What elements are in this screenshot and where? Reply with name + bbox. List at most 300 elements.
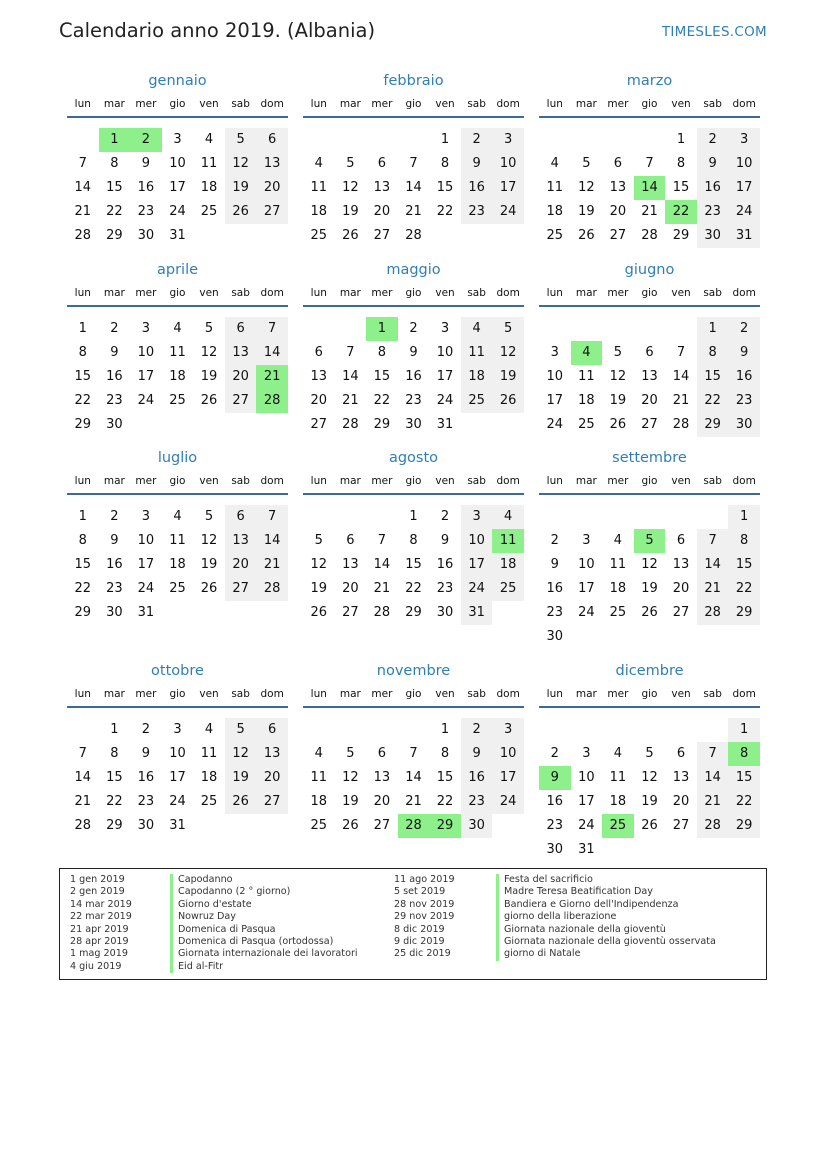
holiday-day-cell: 5 — [634, 529, 666, 553]
day-cell: 14 — [697, 553, 729, 577]
day-cell: 10 — [137, 533, 155, 548]
day-cell: 23 — [405, 393, 422, 408]
day-cell: 11 — [310, 180, 328, 195]
day-cell: 10 — [578, 557, 595, 572]
holiday-name: Domenica di Pasqua (ortodossa) — [170, 936, 333, 949]
day-cell: 10 — [546, 369, 564, 384]
day-cell: 25 — [492, 577, 524, 601]
day-cell: 20 — [310, 393, 328, 408]
month-name: febbraio — [383, 73, 444, 89]
weekday-label: lun — [74, 287, 91, 299]
day-cell: 13 — [256, 152, 288, 176]
weekday-label: lun — [546, 287, 563, 299]
holiday-day-cell: 9 — [539, 766, 571, 790]
holiday-day-cell: 28 — [256, 389, 288, 413]
day-cell: 5 — [492, 317, 524, 341]
day-cell: 4 — [314, 746, 323, 761]
weekday-label: lun — [546, 475, 563, 487]
day-cell: 12 — [342, 770, 359, 785]
day-cell: 9 — [409, 345, 418, 360]
day-cell: 19 — [310, 581, 328, 596]
holiday-date: 8 dic 2019 — [394, 923, 445, 935]
day-cell: 18 — [461, 365, 493, 389]
weekday-label: mar — [103, 98, 125, 110]
day-cell: 9 — [141, 156, 151, 171]
day-cell: 31 — [137, 605, 155, 620]
day-cell: 8 — [409, 533, 418, 548]
weekday-label: gio — [641, 287, 658, 299]
day-cell: 15 — [697, 365, 729, 389]
month-divider — [67, 493, 288, 495]
day-cell: 23 — [461, 790, 493, 814]
day-cell: 22 — [106, 794, 123, 809]
day-cell: 13 — [310, 369, 328, 384]
day-cell: 6 — [346, 533, 355, 548]
day-cell: 24 — [728, 200, 760, 224]
day-cell: 1 — [440, 722, 450, 737]
day-cell: 16 — [697, 176, 729, 200]
day-cell: 11 — [310, 770, 328, 785]
day-cell: 10 — [169, 746, 186, 761]
holiday-date: 5 set 2019 — [394, 886, 446, 898]
month-name: dicembre — [615, 663, 684, 679]
page-title: Calendario anno 2019. (Albania) — [59, 19, 376, 42]
weekday-label: mer — [607, 688, 629, 700]
day-cell: 6 — [676, 533, 686, 548]
holiday-name: Giornata nazionale della gioventù — [496, 924, 666, 937]
day-cell: 1 — [440, 132, 450, 147]
holiday-date: 21 apr 2019 — [70, 923, 129, 935]
day-cell: 15 — [672, 180, 690, 195]
weekday-label: sab — [703, 475, 722, 487]
weekday-label: gio — [641, 475, 658, 487]
day-cell: 15 — [436, 770, 454, 785]
day-cell: 2 — [110, 321, 119, 336]
weekday-label: dom — [496, 98, 520, 110]
day-cell: 22 — [728, 790, 760, 814]
day-cell: 2 — [461, 128, 493, 152]
day-cell: 11 — [169, 345, 186, 360]
day-cell: 30 — [461, 814, 493, 838]
day-cell: 13 — [225, 341, 257, 365]
day-cell: 16 — [546, 794, 564, 809]
day-cell: 8 — [440, 156, 450, 171]
holiday-day-cell: 28 — [398, 814, 430, 838]
month-name: luglio — [157, 450, 198, 466]
day-cell: 18 — [546, 204, 564, 219]
day-cell: 5 — [346, 156, 355, 171]
day-cell: 4 — [492, 505, 524, 529]
weekday-label: ven — [435, 287, 455, 299]
day-cell: 12 — [578, 180, 595, 195]
day-cell: 17 — [546, 393, 564, 408]
weekday-label: sab — [467, 475, 486, 487]
day-cell: 17 — [169, 180, 186, 195]
day-cell: 23 — [697, 200, 729, 224]
weekday-label: ven — [435, 475, 455, 487]
day-cell: 13 — [672, 557, 690, 572]
day-cell: 6 — [645, 345, 654, 360]
day-cell: 2 — [550, 533, 559, 548]
day-cell: 19 — [578, 204, 595, 219]
day-cell: 8 — [377, 345, 387, 360]
day-cell: 21 — [697, 790, 729, 814]
holiday-name: Giornata internazionale dei lavoratori — [170, 948, 358, 961]
month-divider — [539, 305, 760, 307]
weekday-label: ven — [671, 98, 691, 110]
day-cell: 24 — [169, 794, 186, 809]
day-cell: 15 — [373, 369, 391, 384]
weekday-label: mar — [339, 98, 361, 110]
day-cell: 25 — [169, 581, 186, 596]
day-cell: 10 — [492, 152, 524, 176]
day-cell: 9 — [728, 341, 760, 365]
day-cell: 3 — [141, 509, 151, 524]
day-cell: 1 — [728, 718, 760, 742]
day-cell: 31 — [169, 818, 186, 833]
month-divider — [67, 305, 288, 307]
day-cell: 29 — [74, 605, 92, 620]
weekday-label: gio — [169, 688, 186, 700]
month-name: agosto — [388, 450, 439, 466]
weekday-label: lun — [74, 475, 91, 487]
day-cell: 29 — [728, 601, 760, 625]
day-cell: 5 — [645, 746, 654, 761]
day-cell: 18 — [200, 770, 218, 785]
day-cell: 9 — [110, 533, 119, 548]
day-cell: 19 — [200, 557, 218, 572]
holiday-name: Madre Teresa Beatification Day — [496, 886, 653, 899]
day-cell: 4 — [204, 132, 214, 147]
day-cell: 30 — [137, 818, 155, 833]
weekday-label: mar — [103, 475, 125, 487]
day-cell: 17 — [169, 770, 186, 785]
weekday-label: dom — [732, 287, 756, 299]
day-cell: 14 — [74, 770, 92, 785]
day-cell: 3 — [440, 321, 450, 336]
day-cell: 13 — [609, 180, 627, 195]
weekday-label: sab — [467, 98, 486, 110]
day-cell: 2 — [461, 718, 493, 742]
day-cell: 6 — [613, 156, 623, 171]
day-cell: 25 — [609, 605, 627, 620]
day-cell: 28 — [641, 228, 658, 243]
day-cell: 8 — [728, 529, 760, 553]
day-cell: 4 — [314, 156, 323, 171]
day-cell: 12 — [310, 557, 328, 572]
day-cell: 17 — [578, 581, 595, 596]
weekday-label: gio — [641, 98, 658, 110]
day-cell: 21 — [74, 204, 92, 219]
month-divider — [67, 116, 288, 118]
day-cell: 8 — [78, 345, 87, 360]
weekday-label: mer — [371, 98, 393, 110]
day-cell: 6 — [377, 156, 387, 171]
weekday-label: mer — [371, 475, 393, 487]
month-divider — [303, 706, 524, 708]
day-cell: 18 — [578, 393, 595, 408]
day-cell: 1 — [728, 505, 760, 529]
month-divider — [303, 116, 524, 118]
day-cell: 14 — [256, 341, 288, 365]
day-cell: 24 — [137, 581, 155, 596]
day-cell: 30 — [436, 605, 454, 620]
day-cell: 3 — [173, 722, 182, 737]
day-cell: 20 — [641, 393, 658, 408]
day-cell: 7 — [256, 317, 288, 341]
day-cell: 19 — [225, 766, 257, 790]
day-cell: 19 — [609, 393, 627, 408]
day-cell: 13 — [672, 770, 690, 785]
weekday-label: mar — [339, 475, 361, 487]
day-cell: 29 — [728, 814, 760, 838]
weekday-label: mer — [135, 98, 157, 110]
day-cell: 5 — [204, 509, 214, 524]
weekday-label: mer — [135, 475, 157, 487]
holiday-date: 9 dic 2019 — [394, 936, 445, 947]
day-cell: 4 — [173, 321, 182, 336]
day-cell: 2 — [550, 746, 559, 761]
day-cell: 6 — [256, 128, 288, 152]
weekday-label: dom — [732, 98, 756, 110]
day-cell: 1 — [78, 321, 87, 336]
day-cell: 23 — [137, 794, 155, 809]
day-cell: 29 — [697, 413, 729, 437]
holiday-day-cell: 2 — [130, 128, 162, 152]
day-cell: 23 — [106, 393, 123, 408]
holiday-name: Eid al-Fitr — [170, 961, 223, 974]
day-cell: 30 — [137, 228, 155, 243]
day-cell: 22 — [436, 204, 454, 219]
day-cell: 9 — [550, 557, 559, 572]
day-cell: 20 — [373, 204, 391, 219]
day-cell: 1 — [697, 317, 729, 341]
month-name: settembre — [612, 450, 687, 466]
weekday-label: lun — [546, 688, 563, 700]
holiday-day-cell: 22 — [665, 200, 697, 224]
day-cell: 25 — [578, 417, 595, 432]
weekday-label: mer — [135, 287, 157, 299]
day-cell: 26 — [641, 818, 658, 833]
day-cell: 28 — [697, 814, 729, 838]
day-cell: 12 — [200, 345, 218, 360]
day-cell: 14 — [342, 369, 359, 384]
day-cell: 19 — [641, 581, 658, 596]
day-cell: 17 — [492, 766, 524, 790]
day-cell: 25 — [546, 228, 564, 243]
day-cell: 27 — [672, 818, 690, 833]
day-cell: 21 — [672, 393, 690, 408]
weekday-label: sab — [231, 688, 250, 700]
day-cell: 3 — [582, 746, 591, 761]
weekday-label: sab — [231, 475, 250, 487]
day-cell: 20 — [256, 766, 288, 790]
day-cell: 7 — [697, 742, 729, 766]
day-cell: 7 — [645, 156, 654, 171]
day-cell: 10 — [137, 345, 155, 360]
day-cell: 28 — [74, 228, 92, 243]
day-cell: 18 — [609, 794, 627, 809]
day-cell: 11 — [578, 369, 595, 384]
day-cell: 9 — [461, 152, 493, 176]
day-cell: 13 — [225, 529, 257, 553]
day-cell: 29 — [106, 818, 123, 833]
weekday-label: lun — [74, 98, 91, 110]
holiday-day-cell: 1 — [366, 317, 398, 341]
day-cell: 18 — [169, 369, 186, 384]
day-cell: 21 — [74, 794, 92, 809]
holiday-day-cell: 1 — [99, 128, 131, 152]
day-cell: 16 — [137, 770, 155, 785]
day-cell: 6 — [225, 505, 257, 529]
day-cell: 30 — [728, 413, 760, 437]
weekday-label: gio — [405, 688, 422, 700]
day-cell: 27 — [225, 389, 257, 413]
day-cell: 22 — [74, 581, 92, 596]
weekday-label: dom — [732, 475, 756, 487]
day-cell: 28 — [373, 605, 391, 620]
day-cell: 24 — [169, 204, 186, 219]
day-cell: 26 — [225, 200, 257, 224]
holiday-name: Capodanno (2 ° giorno) — [170, 886, 290, 899]
weekday-label: gio — [169, 98, 186, 110]
day-cell: 26 — [310, 605, 328, 620]
day-cell: 20 — [225, 365, 257, 389]
day-cell: 13 — [373, 180, 391, 195]
day-cell: 22 — [728, 577, 760, 601]
day-cell: 9 — [110, 345, 119, 360]
holiday-date: 29 nov 2019 — [394, 911, 455, 923]
day-cell: 21 — [641, 204, 658, 219]
day-cell: 22 — [436, 794, 454, 809]
day-cell: 28 — [256, 577, 288, 601]
day-cell: 2 — [440, 509, 450, 524]
day-cell: 2 — [141, 722, 151, 737]
day-cell: 16 — [728, 365, 760, 389]
day-cell: 5 — [314, 533, 323, 548]
day-cell: 11 — [546, 180, 564, 195]
holiday-date: 22 mar 2019 — [70, 911, 132, 923]
day-cell: 7 — [676, 345, 686, 360]
weekday-label: mar — [103, 287, 125, 299]
day-cell: 10 — [436, 345, 454, 360]
weekday-label: mar — [339, 688, 361, 700]
month-name: gennaio — [148, 73, 207, 89]
day-cell: 8 — [78, 533, 87, 548]
day-cell: 12 — [225, 742, 257, 766]
weekday-label: ven — [199, 98, 219, 110]
holiday-day-cell: 29 — [429, 814, 461, 838]
day-cell: 30 — [405, 417, 422, 432]
month-divider — [539, 116, 760, 118]
weekday-label: sab — [467, 287, 486, 299]
day-cell: 20 — [672, 794, 690, 809]
day-cell: 3 — [141, 321, 151, 336]
month-divider — [303, 493, 524, 495]
day-cell: 19 — [342, 794, 359, 809]
day-cell: 14 — [74, 180, 92, 195]
month-name: ottobre — [151, 663, 204, 679]
day-cell: 4 — [550, 156, 559, 171]
day-cell: 16 — [461, 176, 493, 200]
day-cell: 17 — [728, 176, 760, 200]
day-cell: 22 — [697, 389, 729, 413]
weekday-label: dom — [496, 475, 520, 487]
day-cell: 15 — [728, 766, 760, 790]
weekday-label: mer — [607, 287, 629, 299]
month-divider — [539, 706, 760, 708]
day-cell: 11 — [461, 341, 493, 365]
day-cell: 23 — [106, 581, 123, 596]
day-cell: 7 — [377, 533, 387, 548]
day-cell: 25 — [169, 393, 186, 408]
weekday-label: ven — [435, 98, 455, 110]
day-cell: 20 — [342, 581, 359, 596]
day-cell: 19 — [641, 794, 658, 809]
day-cell: 15 — [728, 553, 760, 577]
day-cell: 12 — [641, 557, 658, 572]
weekday-label: lun — [74, 688, 91, 700]
holiday-date: 2 gen 2019 — [70, 886, 125, 898]
day-cell: 16 — [436, 557, 454, 572]
day-cell: 26 — [578, 228, 595, 243]
day-cell: 24 — [578, 605, 595, 620]
day-cell: 3 — [582, 533, 591, 548]
day-cell: 9 — [461, 742, 493, 766]
day-cell: 23 — [436, 581, 454, 596]
weekday-label: mer — [371, 287, 393, 299]
holiday-date: 11 ago 2019 — [394, 874, 455, 885]
day-cell: 17 — [492, 176, 524, 200]
day-cell: 24 — [492, 790, 524, 814]
day-cell: 10 — [169, 156, 186, 171]
day-cell: 15 — [405, 557, 422, 572]
day-cell: 20 — [225, 553, 257, 577]
day-cell: 25 — [200, 204, 218, 219]
day-cell: 11 — [200, 746, 218, 761]
weekday-label: mer — [607, 475, 629, 487]
day-cell: 10 — [728, 152, 760, 176]
day-cell: 3 — [550, 345, 559, 360]
day-cell: 31 — [728, 224, 760, 248]
day-cell: 30 — [106, 605, 123, 620]
day-cell: 23 — [461, 200, 493, 224]
day-cell: 18 — [609, 581, 627, 596]
day-cell: 9 — [440, 533, 450, 548]
day-cell: 12 — [609, 369, 627, 384]
day-cell: 27 — [672, 605, 690, 620]
weekday-label: dom — [496, 688, 520, 700]
holiday-day-cell: 14 — [634, 176, 666, 200]
weekday-label: mer — [371, 688, 393, 700]
day-cell: 24 — [137, 393, 155, 408]
day-cell: 27 — [225, 577, 257, 601]
day-cell: 17 — [137, 369, 155, 384]
day-cell: 29 — [373, 417, 391, 432]
day-cell: 25 — [310, 818, 328, 833]
day-cell: 11 — [609, 557, 627, 572]
day-cell: 1 — [78, 509, 87, 524]
holiday-date: 1 gen 2019 — [70, 874, 125, 885]
holiday-date: 4 giu 2019 — [70, 960, 122, 972]
weekday-label: lun — [310, 98, 327, 110]
day-cell: 31 — [169, 228, 186, 243]
weekday-label: lun — [310, 287, 327, 299]
day-cell: 3 — [173, 132, 182, 147]
day-cell: 12 — [342, 180, 359, 195]
day-cell: 12 — [492, 341, 524, 365]
brand-link[interactable]: TIMESLES.COM — [661, 24, 767, 40]
